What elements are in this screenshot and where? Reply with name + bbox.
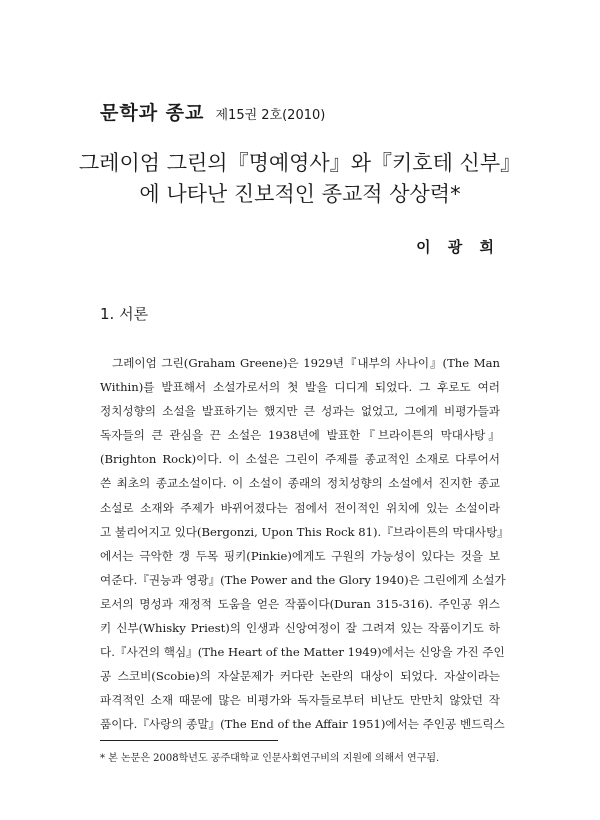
body-line: 그레이엄 그린(Graham Greene)은 1929년『내부의 사나이』(The Man (112, 356, 500, 370)
paper-title-line-1: 그레이엄 그린의『명예영사』와『키호테 신부』 (78, 151, 522, 175)
journal-name: 문학과 종교 (100, 102, 205, 124)
body-line: 공 스코비(Scobie)의 자살문제가 커다란 논란의 대상이 되었다. 자살이라는 (100, 669, 500, 684)
body-line: 고 불리어지고 있다(Bergonzi, Upon This Rock 81).『브라이튼의 막대사탕』 (100, 524, 509, 539)
body-line: 파격적인 소재 때문에 많은 비평가와 독자들로부터 비난도 만만치 않았던 작 (100, 693, 500, 708)
footnote-divider (100, 740, 278, 741)
body-line: 키 신부(Whisky Priest)의 인생과 신앙여정이 잘 그려져 있는 작품이기도 하 (100, 621, 500, 636)
body-line: Within)를 발표해서 소설가로서의 첫 발을 디디게 되었다. 그 후로도 여러 (100, 380, 500, 395)
author-name: 이 광 희 (416, 238, 500, 256)
body-line: 소설로 소재와 주제가 바뀌어졌다는 점에서 전이적인 위치에 있는 소설이라 (100, 500, 500, 515)
section-heading: 1. 서론 (100, 305, 149, 323)
footnote: * 본 논문은 2008학년도 공주대학교 인문사회연구비의 지원에 의해서 연구됨. (100, 753, 440, 764)
body-line: 품이다.『사랑의 종말』(The End of the Affair 1951)에서는 주인공 벤드릭스 (100, 717, 505, 732)
journal-volume: 제15권 2호(2010) (215, 108, 326, 123)
body-line: 다.『사건의 핵심』(The Heart of the Matter 1949)에서는 신앙을 가진 주인 (100, 645, 505, 660)
body-line: 정치성향의 소설을 발표하기는 했지만 큰 성과는 없었고, 그에게 비평가들과 (100, 404, 500, 419)
body-line: 쓴 최초의 종교소설이다. 이 소설이 종래의 정치성향의 소설에서 진지한 종교 (100, 476, 500, 491)
body-line: 에서는 극악한 갱 두목 핑키(Pinkie)에게도 구원의 가능성이 있다는 것을 보 (100, 548, 500, 563)
body-text (100, 351, 509, 737)
paper-title-line-2: 에 나타난 진보적인 종교적 상상력* (139, 182, 461, 206)
journal-header (100, 98, 325, 125)
body-line: (Brighton Rock)이다. 이 소설은 그린이 주제를 종교적인 소재로 다루어서 (100, 452, 500, 467)
body-line: 여준다.『권능과 영광』(The Power and the Glory 1940)은 그린에게 소설가 (100, 572, 506, 587)
body-line: 로서의 명성과 재정적 도움을 얻은 작품이다(Duran 315-316). 주인공 위스 (100, 596, 500, 611)
body-line: 독자들의 큰 관심을 끈 소설은 1938년에 발표한『브라이튼의 막대사탕』 (100, 428, 500, 443)
